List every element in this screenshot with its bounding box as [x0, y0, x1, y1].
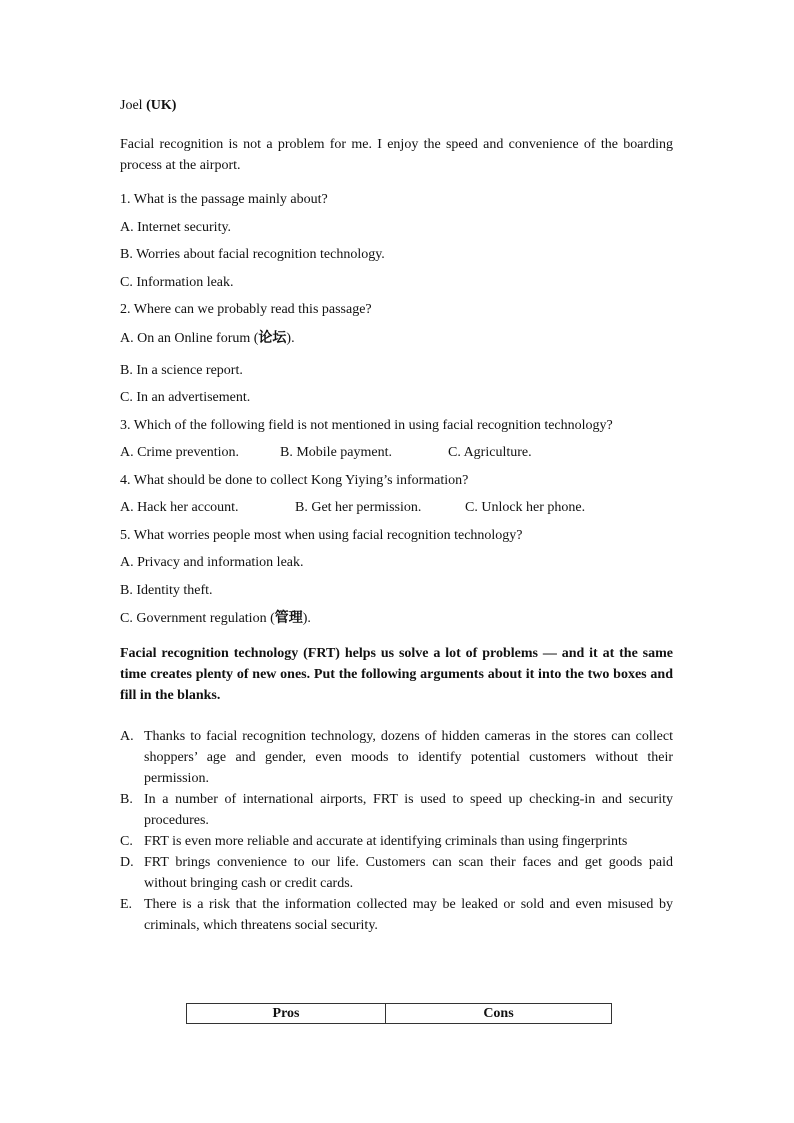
argument-d	[120, 852, 673, 894]
question-4: 4. What should be done to collect Kong Yiying’s information?	[120, 472, 469, 488]
question-3-option-c: C. Agriculture.	[448, 445, 532, 460]
argument-text: In a number of international airports, FRT is used to speed up checking-in and security procedures.	[144, 792, 673, 828]
question-2-option-c: C. In an advertisement.	[120, 390, 251, 405]
question-4-option-b: B. Get her permission.	[295, 500, 422, 515]
question-2: 2. Where can we probably read this passage?	[120, 302, 372, 317]
argument-letter: C.	[120, 834, 133, 849]
question-5-option-c-chinese: 管理	[274, 610, 303, 626]
argument-letter: B.	[120, 792, 133, 807]
argument-e	[120, 894, 673, 936]
argument-b	[120, 789, 673, 831]
table-header-row	[187, 1004, 612, 1024]
question-1-option-c: C. Information leak.	[120, 274, 234, 290]
argument-text: FRT is even more reliable and accurate at identifying criminals than using fingerprints	[144, 834, 628, 849]
question-2-option-b: B. In a science report.	[120, 362, 243, 378]
question-2-option-a-chinese: 论坛	[258, 329, 287, 346]
question-1: 1. What is the passage mainly about?	[120, 192, 328, 207]
question-2-option-a-text: A. On an Online forum (	[120, 330, 259, 346]
task-instruction: Facial recognition technology (FRT) helps us solve a lot of problems — and it at the same time creates plenty of new ones. Put the following arguments about it into the two boxes and fill in the blanks.	[120, 646, 673, 703]
question-4-option-a: A. Hack her account.	[120, 500, 239, 515]
question-3-options	[120, 443, 673, 463]
question-1-option-b: B. Worries about facial recognition technology.	[120, 247, 385, 262]
question-5: 5. What worries people most when using facial recognition technology?	[120, 527, 523, 543]
argument-text: There is a risk that the information collected may be leaked or sold and even misused by criminals, which threatens social security.	[144, 897, 673, 933]
arguments-list	[120, 726, 673, 936]
speaker-line	[120, 96, 673, 116]
question-2-option-a	[120, 328, 673, 349]
question-3: 3. Which of the following field is not mentioned in using facial recognition technology?	[120, 417, 613, 433]
pros-cons-table	[186, 1003, 612, 1024]
question-3-option-a: A. Crime prevention.	[120, 445, 239, 460]
question-4-options	[120, 498, 673, 518]
question-4-option-c: C. Unlock her phone.	[465, 500, 586, 515]
argument-text: Thanks to facial recognition technology, dozens of hidden cameras in the stores can collect shoppers’ age and gender, even moods to identify potential customers without their permission.	[144, 729, 673, 786]
question-5-option-b: B. Identity theft.	[120, 582, 213, 598]
argument-letter: D.	[120, 855, 134, 870]
argument-letter: E.	[120, 897, 133, 912]
document-page	[120, 96, 673, 936]
pros-header: Pros	[187, 1004, 386, 1024]
argument-letter: A.	[120, 729, 134, 744]
speaker-name: Joel	[120, 98, 143, 113]
speaker-country: (UK)	[146, 98, 177, 113]
question-1-option-a: A. Internet security.	[120, 219, 232, 235]
question-5-option-c	[120, 608, 673, 629]
question-5-option-c-text: C. Government regulation (	[120, 611, 275, 626]
argument-text: FRT brings convenience to our life. Customers can scan their faces and get goods paid without bringing cash or credit cards.	[144, 855, 673, 891]
question-5-option-c-end: ).	[302, 611, 311, 626]
question-3-option-b: B. Mobile payment.	[280, 445, 392, 460]
speaker-comment: Facial recognition is not a problem for me. I enjoy the speed and convenience of the boarding process at the airport.	[120, 137, 673, 173]
argument-c	[120, 831, 673, 852]
question-2-option-a-end: ).	[286, 330, 295, 346]
question-5-option-a: A. Privacy and information leak.	[120, 555, 304, 570]
cons-header: Cons	[386, 1004, 612, 1024]
argument-a	[120, 726, 673, 789]
